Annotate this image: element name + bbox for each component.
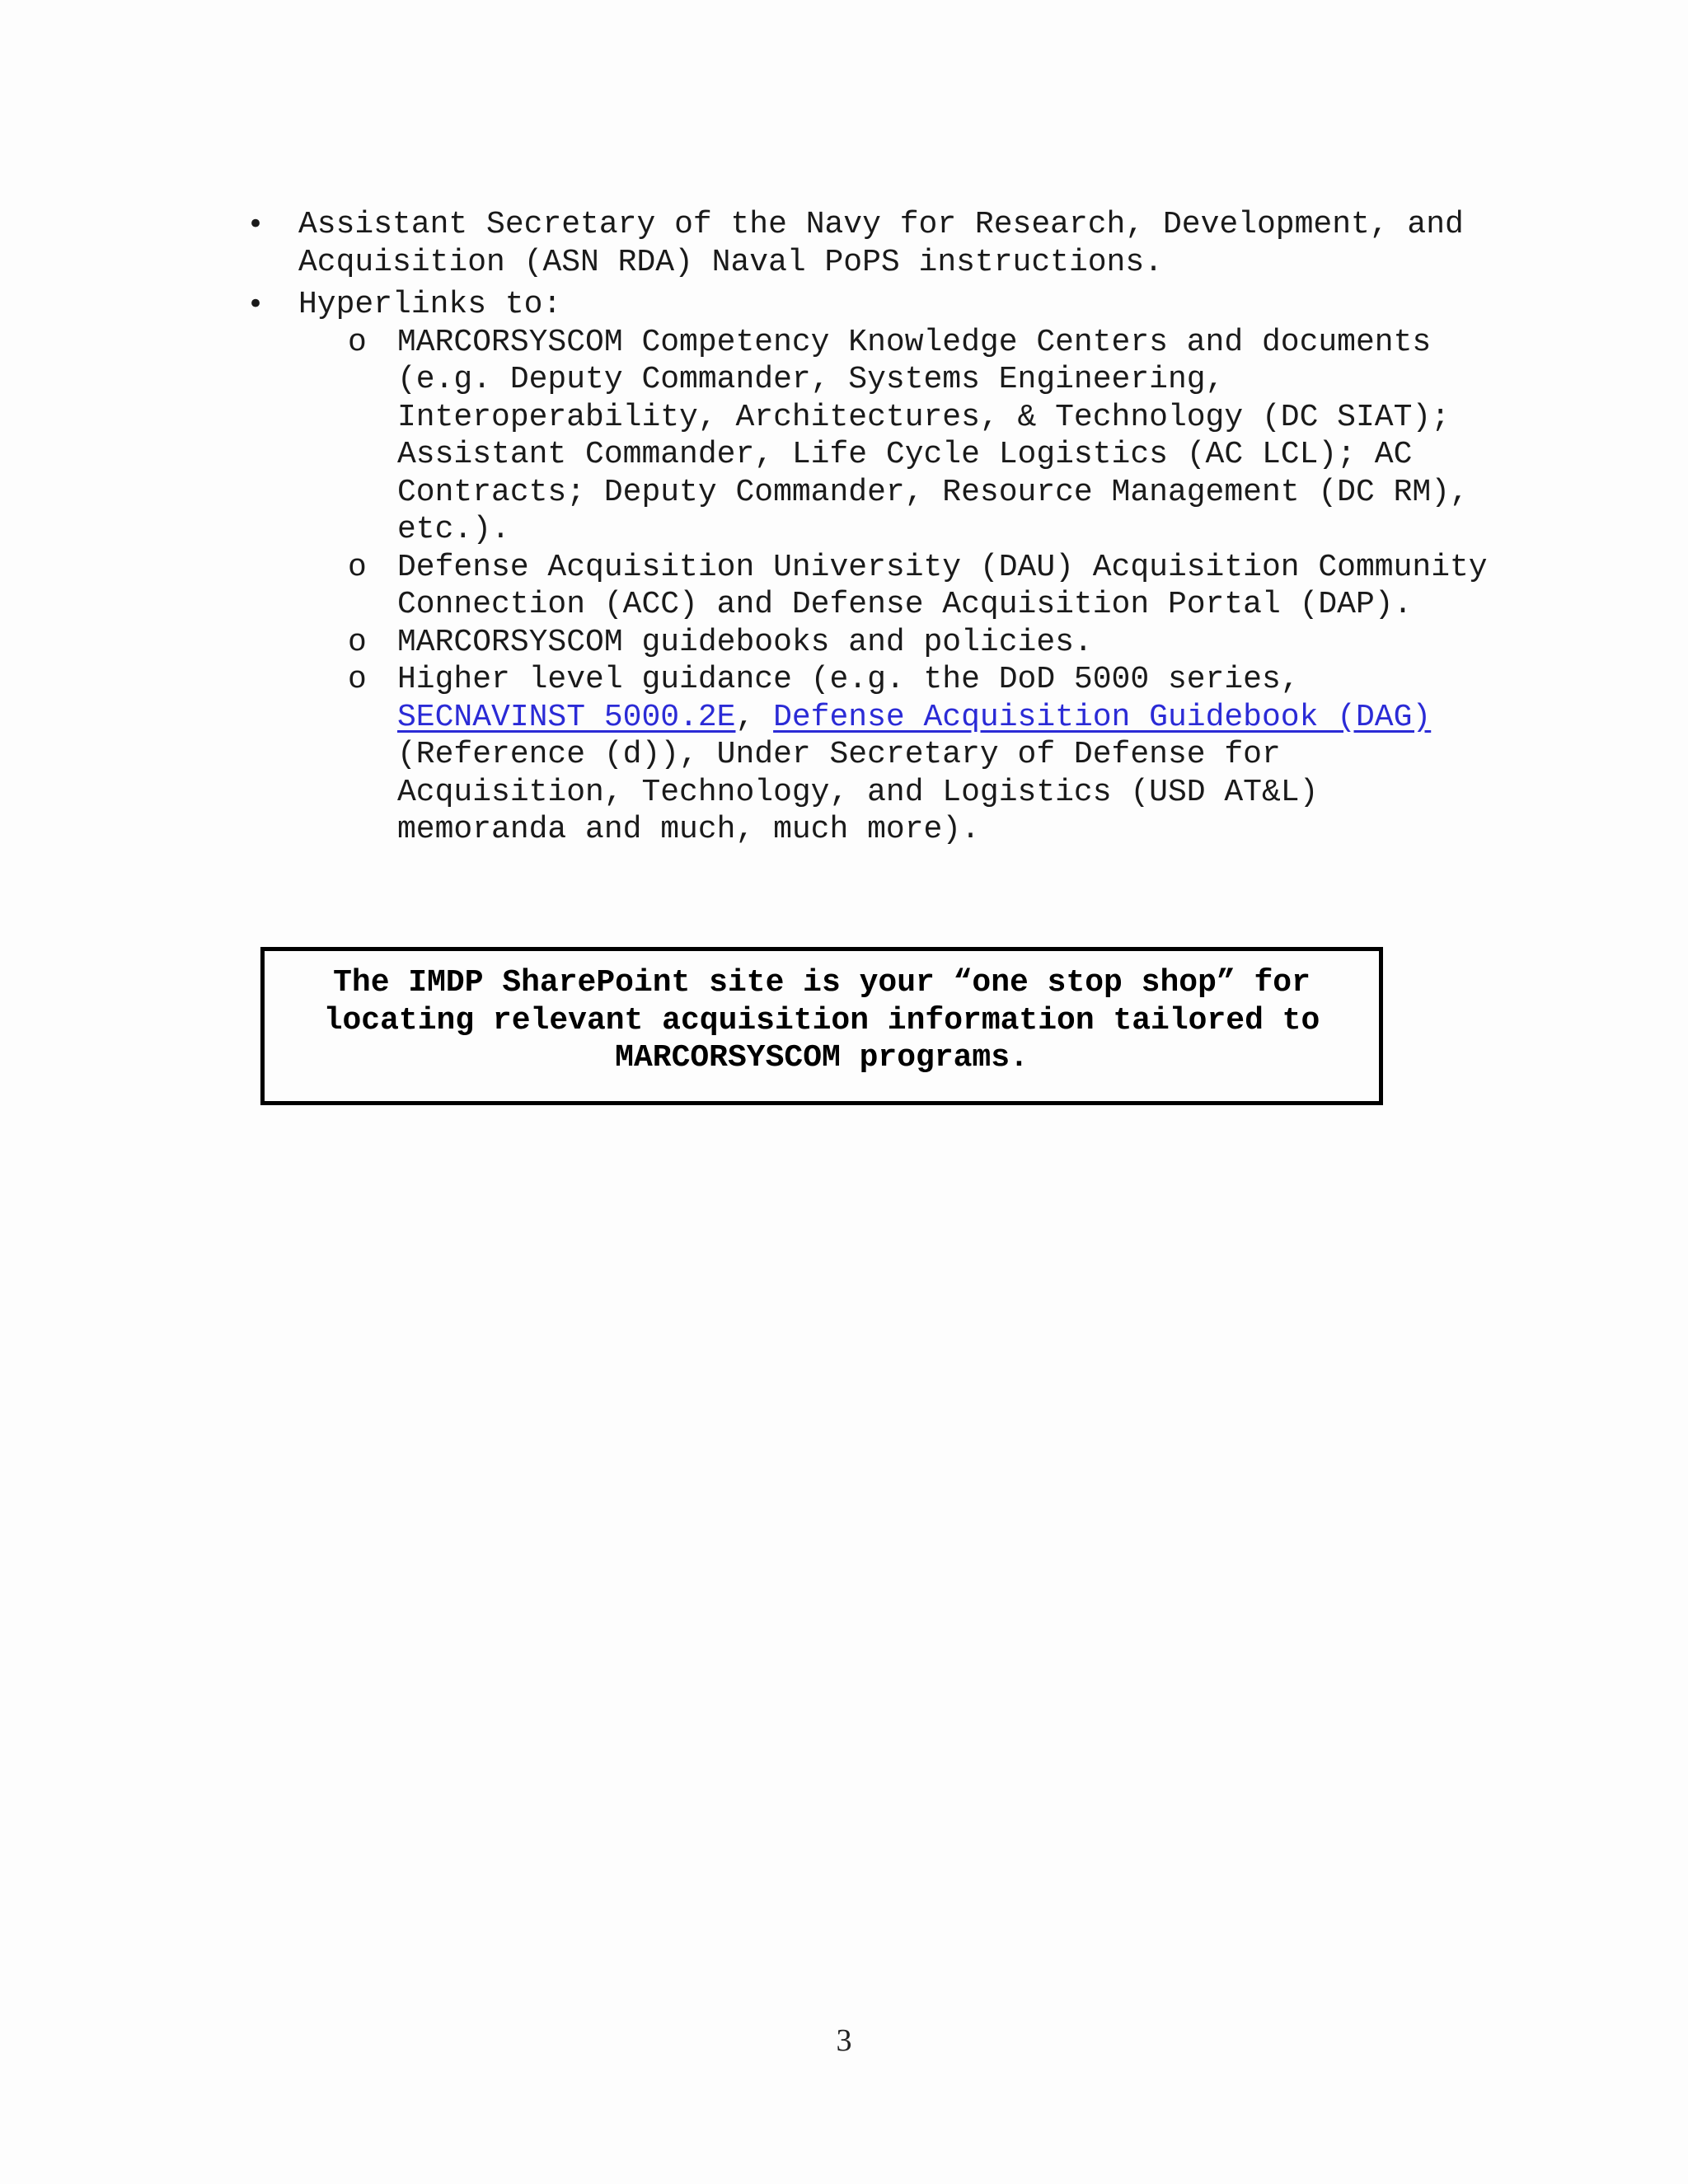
body-text bbox=[247, 206, 1500, 854]
link-separator: , bbox=[735, 699, 774, 735]
bullet-icon: • bbox=[247, 288, 265, 321]
sub-list-item-text: MARCORSYSCOM Competency Knowledge Centers and documents (e.g. Deputy Commander, Systems Engineering, Interoperability, Architectures, & Technology (DC SIAT); Assistant Commander, Life Cycle Logistics (AC LCL); AC Contracts; Deputy Commander, Resource Management (DC RM), etc.). bbox=[397, 324, 1469, 547]
bullet-icon: • bbox=[247, 208, 265, 241]
list-item-text: Hyperlinks to: bbox=[298, 287, 562, 322]
sub-list-item bbox=[298, 624, 1500, 662]
sub-list-item-text: Defense Acquisition University (DAU) Acquisition Community Connection (ACC) and Defense Acquisition Portal (DAP). bbox=[397, 549, 1488, 622]
sub-list-item-text bbox=[397, 662, 1431, 847]
callout-line: The IMDP SharePoint site is your “one stop shop” for bbox=[333, 965, 1311, 1001]
sub-list-item-text: MARCORSYSCOM guidebooks and policies. bbox=[397, 624, 1093, 660]
sub-bullet-icon: o bbox=[348, 662, 367, 697]
sub-list-item bbox=[298, 661, 1500, 849]
secnavinst-link[interactable]: SECNAVINST 5000.2E bbox=[397, 699, 736, 735]
callout-box bbox=[260, 947, 1383, 1105]
sub-list-item bbox=[298, 324, 1500, 549]
guidance-text-suffix: (Reference (d)), Under Secretary of Defense for Acquisition, Technology, and Logistics (USD AT&L) memoranda and much, much more). bbox=[397, 737, 1319, 847]
callout-line: MARCORSYSCOM programs. bbox=[615, 1040, 1029, 1076]
callout-line: locating relevant acquisition information tailored to bbox=[323, 1002, 1320, 1038]
list-item bbox=[247, 206, 1500, 281]
page-number: 3 bbox=[836, 2023, 852, 2058]
list-item bbox=[247, 286, 1500, 849]
list-item-text: Assistant Secretary of the Navy for Research, Development, and Acquisition (ASN RDA) Naval PoPS instructions. bbox=[298, 207, 1464, 280]
sub-bullet-list bbox=[298, 324, 1500, 849]
sub-list-item bbox=[298, 549, 1500, 624]
bullet-list bbox=[247, 206, 1500, 849]
guidance-text-prefix: Higher level guidance (e.g. the DoD 5000 series, bbox=[397, 662, 1300, 697]
dag-link[interactable]: Defense Acquisition Guidebook (DAG) bbox=[773, 699, 1432, 735]
sub-bullet-icon: o bbox=[348, 624, 367, 660]
sub-bullet-icon: o bbox=[348, 324, 367, 360]
sub-bullet-icon: o bbox=[348, 549, 367, 585]
